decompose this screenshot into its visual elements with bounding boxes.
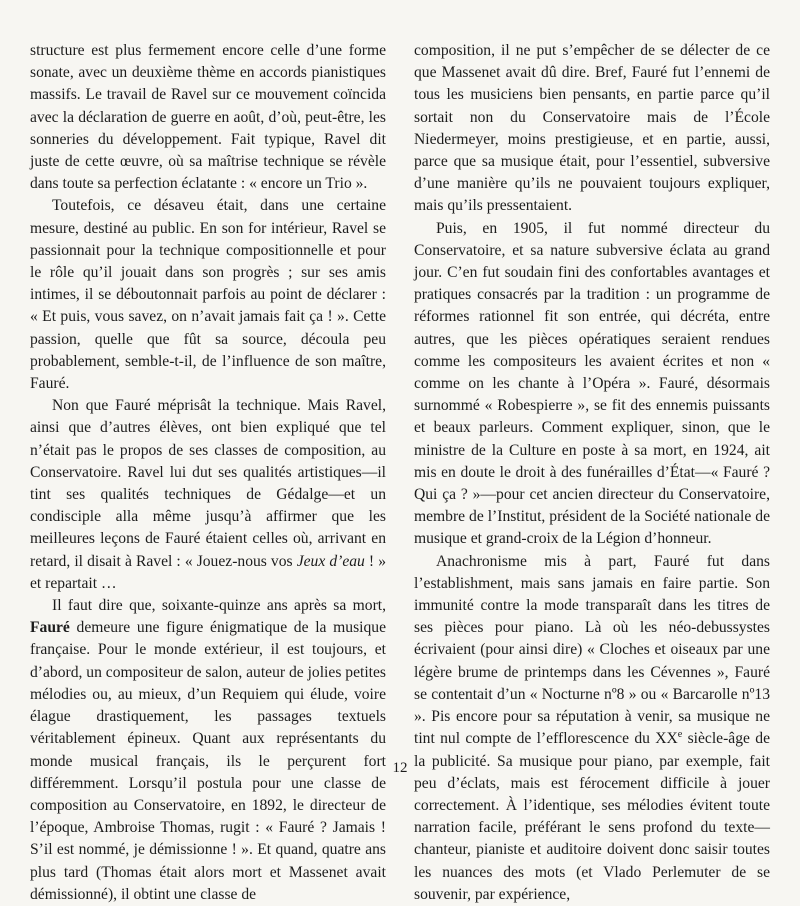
text-run: composition, il ne put s’empêcher de se délecter de ce que Massenet avait dû dire. Bref, Fauré fut l’ennemi de tous les musiciens bien pensants, en partie parce qu’il sortait non du Conservatoire mais de l’École Niedermeyer, moins prestigieuse, et en partie, aussi, parce que sa musique était, pour l’essentiel, subversive d’une manière qu’ils ne pouvaient toujours expliquer, mais qu’ils pressentaient. xyxy=(414,42,770,215)
text-run: structure est plus fermement encore celle d’une forme sonate, avec un deuxième thème en accords pianistiques massifs. Le travail de Ravel sur ce mouvement coïncida avec la déclaration de guerre en août, d’où, peut-être, les sonneries du développement. Fait typique, Ravel dit juste de cette œuvre, où sa maîtrise technique se révèle dans toute sa perfection éclatante : « encore un Trio ». xyxy=(30,42,386,193)
paragraph xyxy=(30,395,386,595)
sup-text: e xyxy=(677,729,683,741)
text-run: ! » et repartait … xyxy=(30,552,386,592)
text-run: Anachronisme mis à part, Fauré fut dans l’establishment, mais sans jamais en faire partie. Son immunité contre la mode transparaît dans les titres de ses pièces pour piano. Là où les néo-debussystes écrivaient (pour ainsi dire) « Cloches et oiseaux par une légère brume de printemps dans les Cévennes », Fauré se contentait d’un « Nocturne nº8 » ou « Barcarolle nº13 ». Pis encore pour sa réputation à venir, sa musique ne tint nul compte de l’efflorescence du XX xyxy=(414,552,770,748)
text-run: demeure une figure énigmatique de la musique française. Pour le monde extérieur, il est toujours, et d’abord, un compositeur de salon, auteur de jolies petites mélodies ou, au mieux, d’un Requiem qui élude, voire élague drastiquement, les passages textuels véritablement épineux. Quant aux représentants du monde musical français, ils le perçurent fort différemment. Lorsqu’il postula pour une classe de composition au Conservatoire, en 1892, le directeur de l’époque, Ambroise Thomas, rugit : « Fauré ? Jamais ! S’il est nommé, je démissionne ! ». Et quand, quatre ans plus tard (Thomas était alors mort et Massenet avait démissionné), il obtint une classe de xyxy=(30,619,386,903)
text-run: Puis, en 1905, il fut nommé directeur du Conservatoire, et sa nature subversive éclata au grand jour. C’en fut soudain fini des confortables avantages et pratiques consacrés par la tradition : un programme de réformes rationnel fit son entrée, qui décréta, entre autres, que les pièces opératiques seraient rendues comme les compositeurs les avaient écrites et non « comme on les chante à l’Opéra ». Fauré, désormais surnommé « Robespierre », se fit des ennemis puissants et beaux parleurs. Comment expliquer, sinon, que le ministre de la Culture en poste à sa mort, en 1924, ait mis en doute le droit à des funérailles d’État—« Fauré ? Qui ça ? »—pour cet ancien directeur du Conservatoire, membre de l’Institut, président de la Société nationale de musique et grand-croix de la Légion d’honneur. xyxy=(414,219,770,548)
paragraph xyxy=(30,40,386,195)
page-number: 12 xyxy=(392,760,408,776)
text-run: Il faut dire que, soixante-quinze ans après sa mort, xyxy=(52,597,386,615)
paragraph xyxy=(414,551,770,906)
text-run: siècle-âge de la publicité. Sa musique pour piano, par exemple, fait peu d’éclats, mais est férocement difficile à jouer correctement. À l’identique, ses mélodies évitent toute narration facile, préférant le sens profond du texte—chanteur, pianiste et auditoire doivent donc saisir toutes les nuances des mots (et Vlado Perlemuter de se souvenir, par expérience, xyxy=(414,730,770,903)
paragraph xyxy=(30,195,386,395)
bold-text: Fauré xyxy=(30,619,70,637)
text-run: Toutefois, ce désaveu était, dans une certaine mesure, destiné au public. En son for intérieur, Ravel se passionnait pour la technique compositionnelle et pour le rôle qu’il jouait dans son progrès ; sur ses amis intimes, il se déboutonnait parfois au point de déclarer : « Et puis, vous savez, on n’avait jamais fait ça ! ». Cette passion, quelle que fût sa source, découla peu probablement, semble-t-il, de l’influence de son maître, Fauré. xyxy=(30,197,386,393)
italic-text: Jeux d’eau xyxy=(296,552,365,570)
paragraph xyxy=(30,595,386,906)
paragraph xyxy=(414,218,770,551)
paragraph xyxy=(414,40,770,218)
text-run: Non que Fauré méprisât la technique. Mais Ravel, ainsi que d’autres élèves, ont bien expliqué que tel n’était pas le propos de ses classes de composition, au Conservatoire. Ravel lui dut ses qualités artistiques—il tint ses qualités techniques de Gédalge—et un condisciple alla même jusqu’à affirmer que les meilleures leçons de Fauré étaient celles où, arrivant en retard, il disait à Ravel : « Jouez-nous vos xyxy=(30,397,386,570)
